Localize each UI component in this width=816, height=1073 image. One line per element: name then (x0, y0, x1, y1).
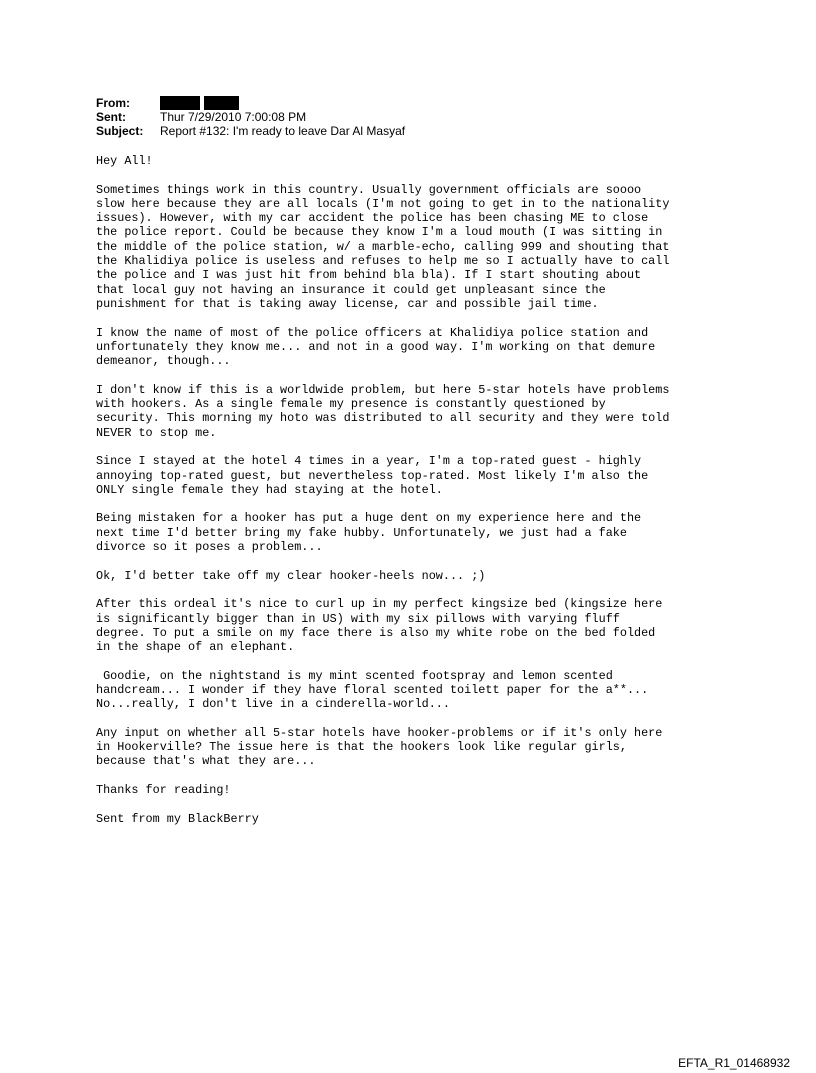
body-paragraph: Goodie, on the nightstand is my mint scented footspray and lemon scented handcream... I wonder if they have floral scented toilett paper for the a**... No...really, I don't live in a cinderella-world... (96, 668, 649, 712)
subject-value: Report #132: I'm ready to leave Dar Al Masyaf (160, 124, 406, 138)
redaction-block (160, 96, 200, 110)
email-header (96, 96, 405, 138)
signature-line: Sent from my BlackBerry (96, 811, 259, 826)
body-paragraph: Since I stayed at the hotel 4 times in a year, I'm a top-rated guest - highly annoying top-rated guest, but nevertheless top-rated. Most likely I'm also the ONLY single female they had staying at the hotel. (96, 454, 649, 497)
body-paragraph: Ok, I'd better take off my clear hooker-heels now... ;) (96, 568, 486, 583)
greeting-paragraph: Hey All! (96, 154, 153, 168)
subject-label: Subject: (96, 124, 144, 138)
body-paragraph: Sometimes things work in this country. Usually government officials are soooo slow here because they are all locals (I'm not going to get in to the nationality issues). However, with my car accident the police has been chasing ME to close the police report. Could be because they know I'm a loud mouth (I was sitting in the middle of the police station, w/ a marble-echo, calling 999 and shouting that the Khalidiya police is useless and refuses to help me so I actually have to call the police and I was just hit from behind bla bla). If I start shouting about that local guy not having an insurance it could get unpleasant since the punishment for that is taking away license, car and possible jail time. (96, 182, 670, 311)
body-paragraph: Any input on whether all 5-star hotels have hooker-problems or if it's only here in Hookerville? The issue here is that the hookers look like regular girls, because that's what they are... (96, 725, 663, 769)
body-paragraph: I know the name of most of the police officers at Khalidiya police station and unfortunately they know me... and not in a good way. I'm working on that demure demeanor, though... (96, 325, 656, 369)
email-body (96, 154, 736, 840)
body-paragraph: I don't know if this is a worldwide problem, but here 5-star hotels have problems with hookers. As a single female my presence is constantly questioned by security. This morning my hoto was distributed to all security and they were told NEVER to stop me. (96, 382, 670, 440)
sent-row (96, 110, 405, 124)
sent-label: Sent: (96, 110, 126, 124)
redaction-block (204, 96, 239, 110)
document-id: EFTA_R1_01468932 (678, 1056, 790, 1070)
body-paragraph: Being mistaken for a hooker has put a huge dent on my experience here and the next time I'd better bring my fake hubby. Unfortunately, we just had a fake divorce so it poses a problem... (96, 511, 642, 555)
closing-paragraph: Thanks for reading! (96, 783, 231, 798)
subject-row (96, 124, 405, 138)
from-label: From: (96, 96, 130, 110)
from-row (96, 96, 405, 110)
body-paragraph: After this ordeal it's nice to curl up in my perfect kingsize bed (kingsize here is significantly bigger than in US) with my six pillows with varying fluff degree. To put a smile on my face there is also my white robe on the bed folded in the shape of an elephant. (96, 597, 663, 655)
sent-value: Thur 7/29/2010 7:00:08 PM (160, 110, 307, 124)
